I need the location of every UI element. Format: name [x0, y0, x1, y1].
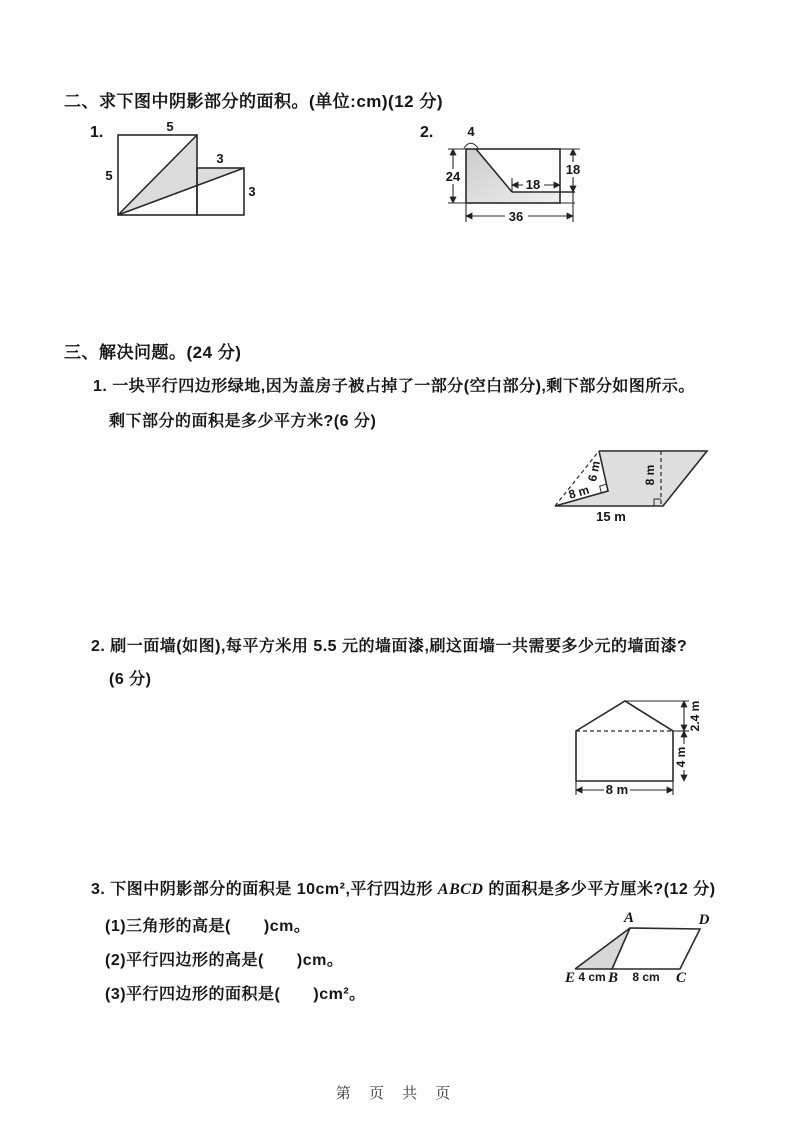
figure2-label-18-right: 18	[565, 162, 581, 177]
figure1-shaded-squares	[85, 118, 265, 226]
problem2-label-wall-height: 4 m	[674, 746, 688, 768]
problem2-line2: (6 分)	[109, 671, 152, 688]
figure2-label-4: 4	[467, 124, 475, 139]
problem3-item3: (3)平行四边形的面积是( )cm²。	[105, 986, 366, 1003]
figure1-label-left5: 5	[105, 168, 113, 183]
problem3-item2: (2)平行四边形的高是( )cm。	[105, 952, 344, 969]
section3-title: 三、解决问题。(24 分)	[64, 343, 242, 362]
problem1-line1: 1. 一块平行四边形绿地,因为盖房子被占掉了一部分(空白部分),剩下部分如图所示。	[93, 378, 695, 395]
section2-title: 二、求下图中阴影部分的面积。(单位:cm)(12 分)	[64, 92, 444, 111]
problem3-intro	[91, 876, 716, 899]
problem3-vertex-d: D	[698, 912, 710, 928]
problem3-vertex-b: B	[607, 970, 619, 986]
problem1-figure-parallelogram	[545, 440, 750, 532]
page-footer: 第 页 共 页	[335, 1085, 458, 1102]
problem1-label-15m-base: 15 m	[596, 509, 626, 524]
problem3-item1: (1)三角形的高是( )cm。	[105, 918, 311, 935]
problem3-intro-suffix: 的面积是多少平方厘米?(12 分)	[483, 881, 716, 898]
figure2-shaded-rectangle	[415, 118, 593, 232]
figure2-shaded-region	[466, 149, 560, 203]
problem3-label-bc: 8 cm	[632, 970, 660, 984]
problem3-intro-abcd: ABCD	[437, 881, 484, 898]
figure2-number: 2.	[420, 124, 434, 141]
problem1-label-6m-leg: 6 m	[585, 459, 604, 483]
problem3-vertex-a: A	[623, 910, 635, 926]
problem2-label-base: 8 m	[605, 782, 629, 797]
figure2-arc-4	[464, 143, 478, 148]
problem3-figure-parallelogram	[550, 908, 745, 988]
problem2-line1: 2. 刷一面墙(如图),每平方米用 5.5 元的墙面漆,刷这面墙一共需要多少元的墙面漆?	[91, 638, 688, 655]
problem3-intro-prefix: 3. 下图中阴影部分的面积是 10cm²,平行四边形	[91, 881, 438, 898]
problem3-label-eb: 4 cm	[578, 970, 606, 984]
problem3-vertex-c: C	[675, 970, 687, 986]
figure2-label-24: 24	[445, 169, 461, 184]
problem1-line2: 剩下部分的面积是多少平方米?(6 分)	[109, 413, 377, 430]
problem2-figure-wall	[560, 690, 720, 802]
figure1-label-top5: 5	[166, 119, 174, 134]
figure1-number: 1.	[90, 124, 104, 141]
figure1-label-right3: 3	[248, 184, 256, 199]
figure2-label-36: 36	[508, 209, 524, 224]
figure2-label-18-inner: 18	[525, 177, 541, 192]
problem1-label-8m-leg: 8 m	[567, 482, 591, 502]
problem3-vertex-e: E	[564, 970, 576, 986]
problem1-label-8m-height: 8 m	[643, 464, 657, 486]
problem2-label-roof-height: 2.4 m	[688, 700, 702, 732]
problem2-wall-outline	[576, 701, 673, 781]
figure1-label-top3: 3	[216, 151, 224, 166]
